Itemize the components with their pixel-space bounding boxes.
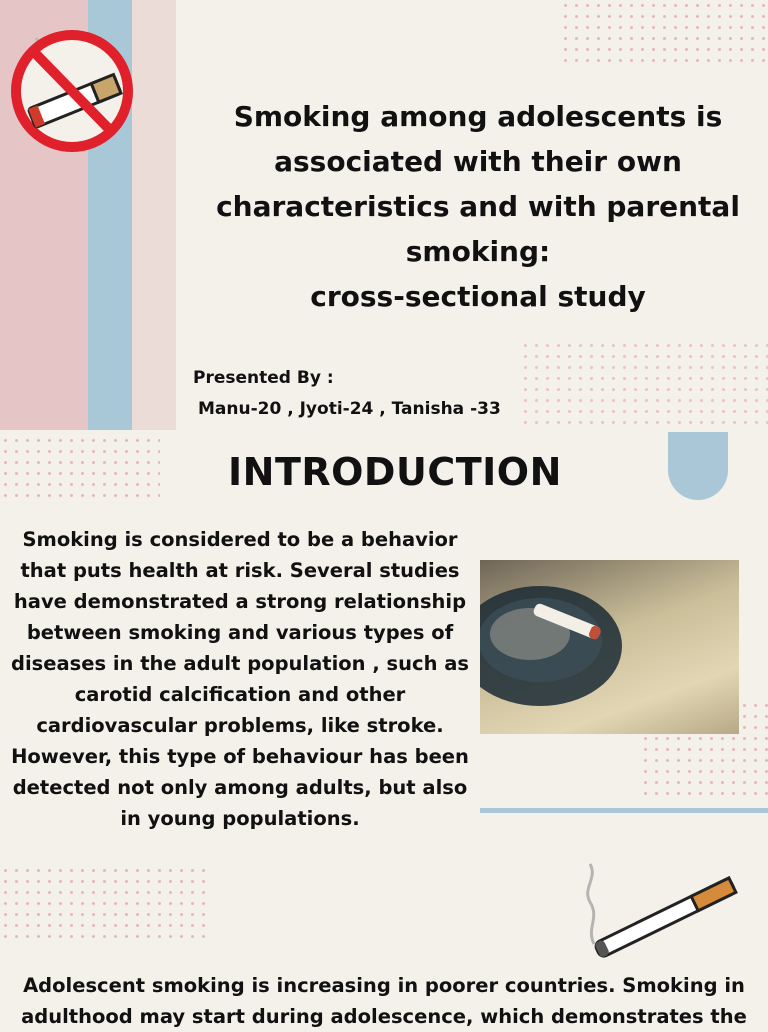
no-smoking-icon	[6, 28, 140, 158]
bottom-paragraph	[0, 970, 768, 1032]
presenter-names: Manu-20 , Jyoti-24 , Tanisha -33	[198, 399, 501, 419]
title-line: cross-sectional study	[310, 280, 646, 313]
bottom-line: adulthood may start during adolescence, which demonstrates the	[21, 1005, 747, 1028]
dot-pattern-bottom-left	[0, 865, 210, 945]
cigarette-icon	[580, 858, 750, 962]
dot-pattern-top-right	[560, 0, 768, 70]
ashtray-photo	[480, 560, 739, 734]
bottom-line: Adolescent smoking is increasing in poorer countries. Smoking in	[23, 974, 745, 997]
decorative-half-circle	[668, 432, 728, 500]
title-line: associated with their own	[274, 145, 682, 178]
dot-pattern-mid-left	[0, 435, 160, 505]
introduction-heading: INTRODUCTION	[228, 450, 562, 494]
presented-by-label: Presented By :	[193, 368, 334, 388]
title-line: smoking:	[405, 235, 551, 268]
page-title	[200, 94, 756, 319]
title-line: Smoking among adolescents is	[233, 100, 723, 133]
photo-divider	[480, 808, 768, 813]
introduction-paragraph: Smoking is considered to be a behavior that puts health at risk. Several studies have demonstrated a strong relationship between smoking and various types of diseases in the adult population , such as carotid calcification and other cardiovascular problems, like stroke. However, this type of behaviour has been detected not only among adults, but also in young populations.	[10, 528, 470, 830]
title-line: characteristics and with parental	[216, 190, 740, 223]
dot-pattern-mid-right	[520, 340, 768, 430]
